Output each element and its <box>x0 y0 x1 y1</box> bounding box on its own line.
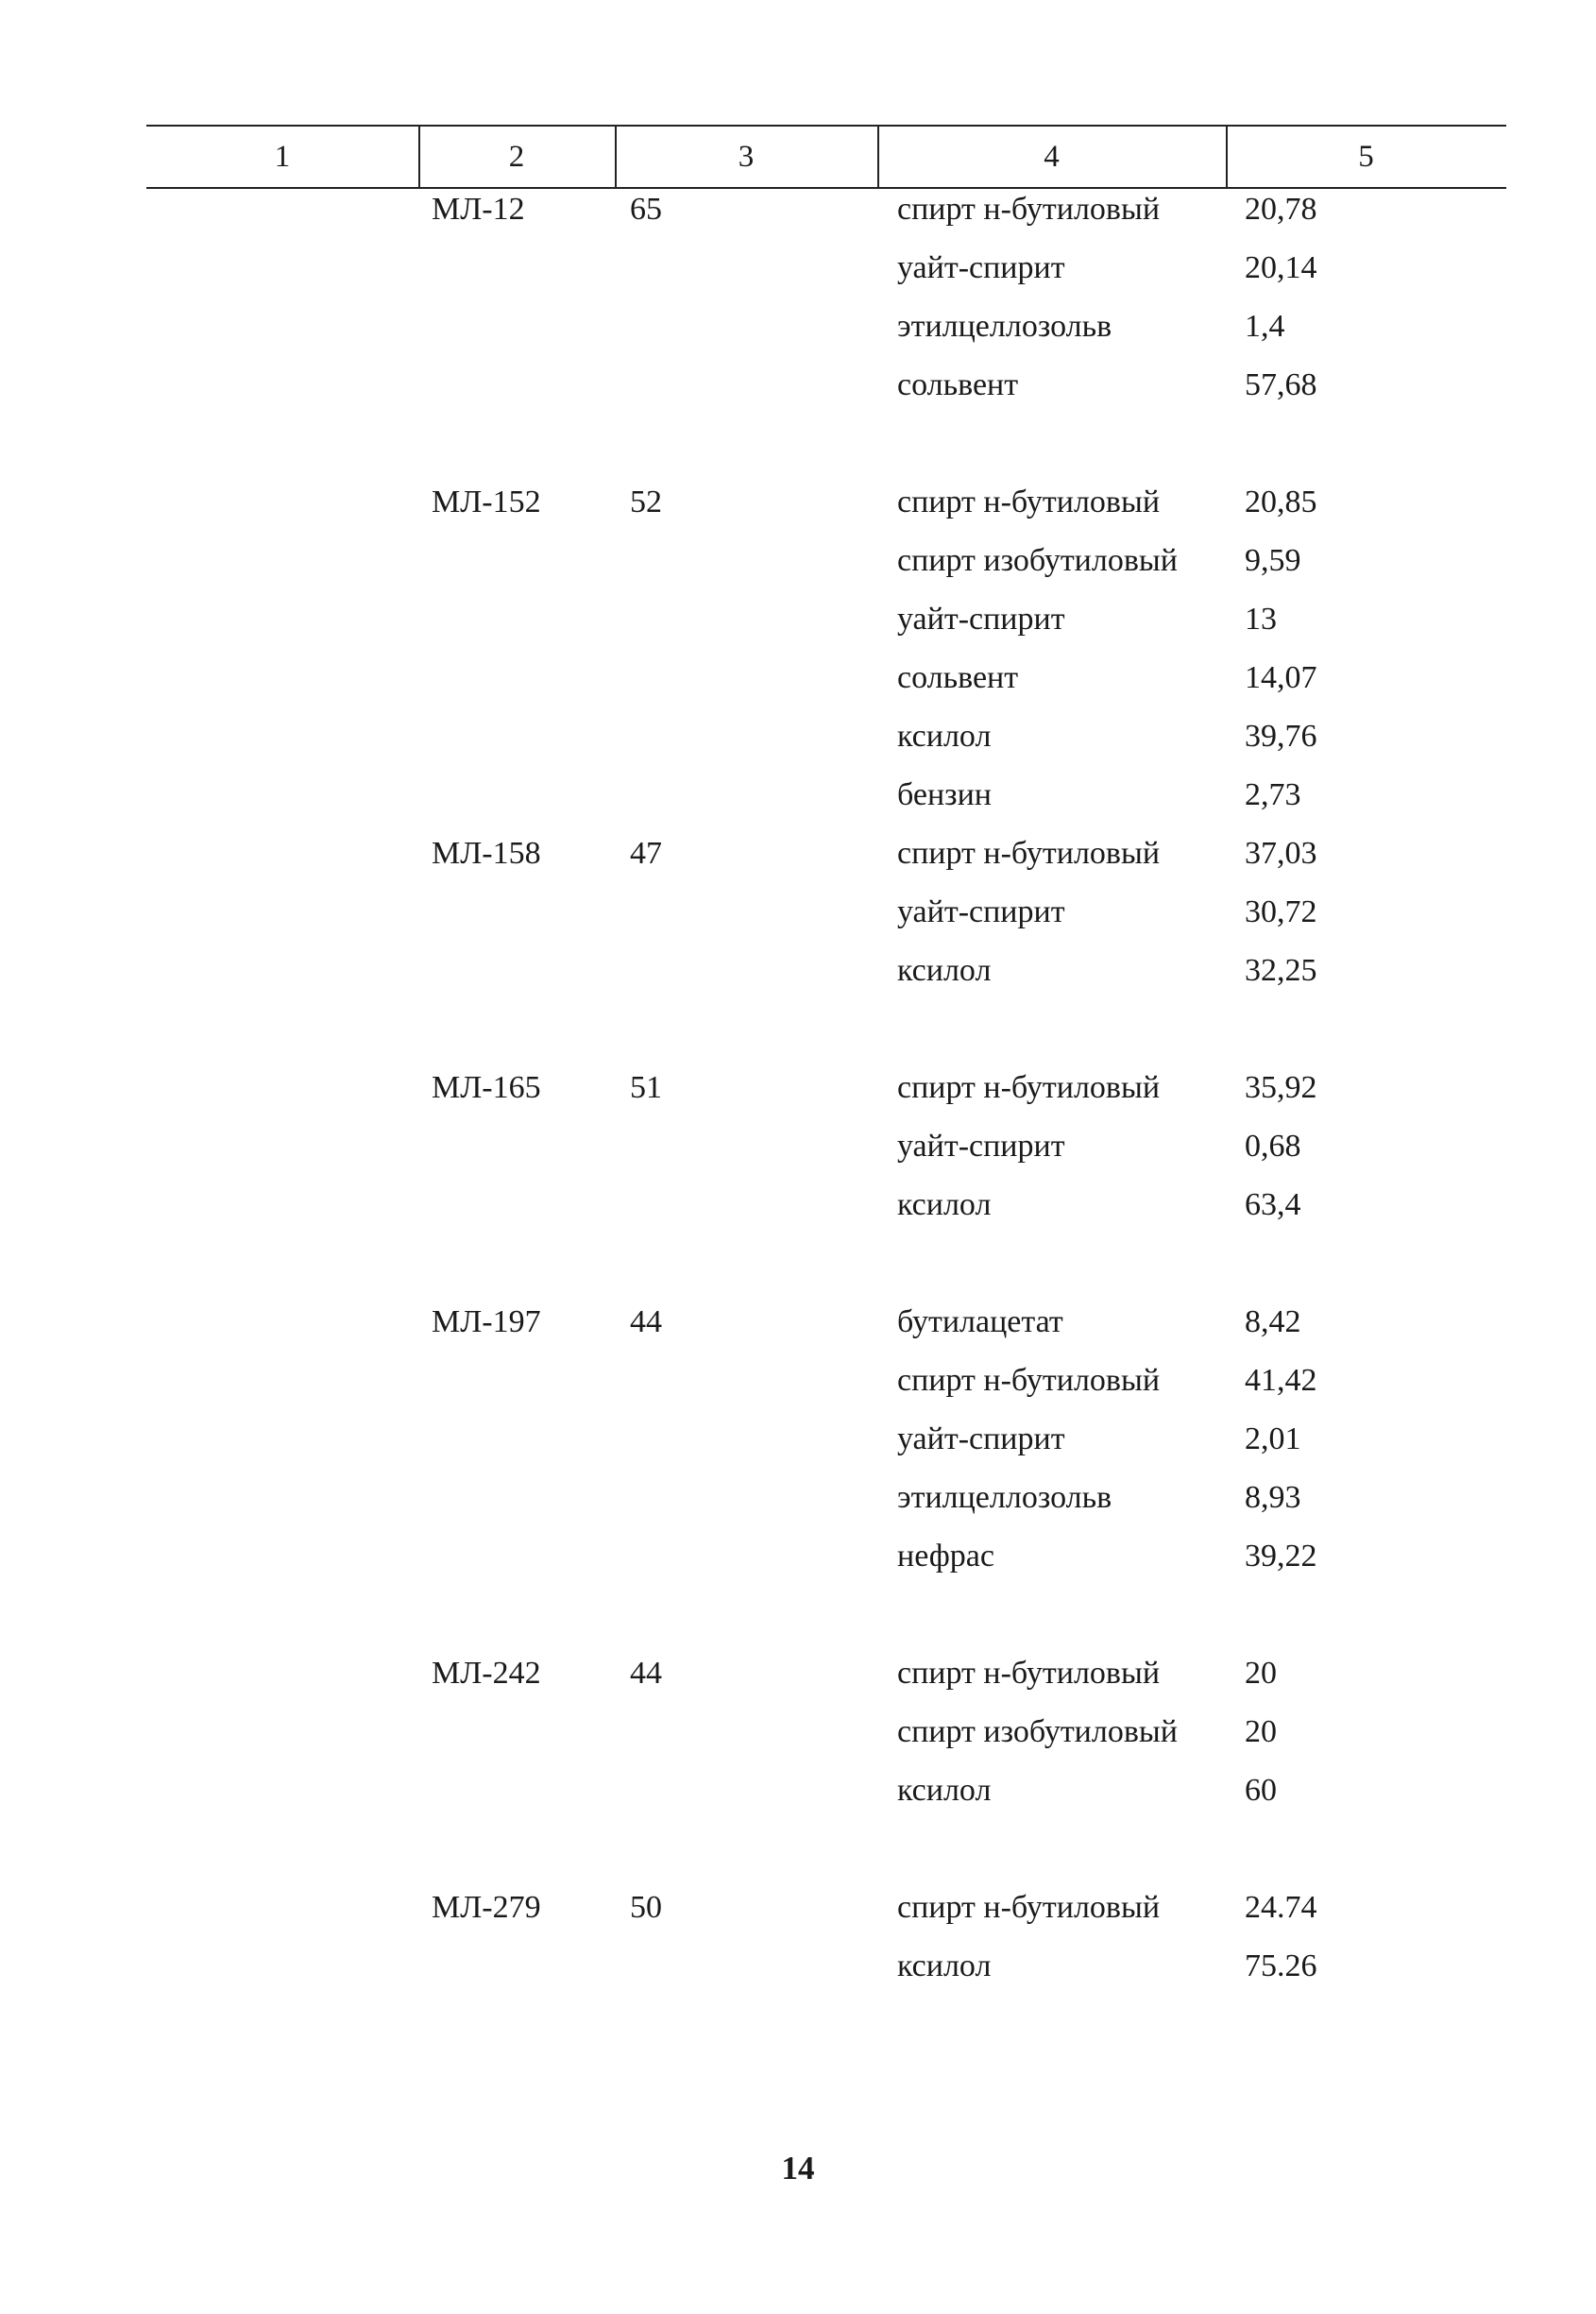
solvent-cell: спирт н-бутиловый <box>897 1363 1161 1398</box>
table-row <box>0 1879 1596 1937</box>
table-row <box>0 1293 1596 1352</box>
solvent-cell: этилцеллозольв <box>897 1480 1112 1515</box>
value-cell: 51 <box>630 1070 662 1105</box>
solvent-cell: бутилацетат <box>897 1304 1063 1339</box>
table-row <box>0 1644 1596 1703</box>
percent-cell: 20,85 <box>1245 485 1317 519</box>
percent-cell: 1,4 <box>1245 309 1285 344</box>
table-row <box>0 707 1596 766</box>
value-cell: 65 <box>630 192 662 227</box>
value-cell: 44 <box>630 1656 662 1691</box>
brand-cell: МЛ-242 <box>432 1656 541 1691</box>
percent-cell: 13 <box>1245 602 1277 637</box>
percent-cell: 39,76 <box>1245 719 1317 754</box>
percent-cell: 20,78 <box>1245 192 1317 227</box>
percent-cell: 39,22 <box>1245 1539 1317 1574</box>
percent-cell: 41,42 <box>1245 1363 1317 1398</box>
solvent-cell: ксилол <box>897 719 992 754</box>
solvent-cell: уайт-спирит <box>897 1129 1065 1164</box>
percent-cell: 20 <box>1245 1714 1277 1749</box>
solvent-cell: уайт-спирит <box>897 1421 1065 1456</box>
percent-cell: 35,92 <box>1245 1070 1317 1105</box>
solvent-cell: спирт изобутиловый <box>897 543 1178 578</box>
percent-cell: 30,72 <box>1245 894 1317 929</box>
brand-cell: МЛ-279 <box>432 1890 541 1925</box>
table-row <box>0 1059 1596 1117</box>
table-row <box>0 1703 1596 1761</box>
table-row <box>0 239 1596 298</box>
table-header <box>146 125 1506 189</box>
table-row <box>0 942 1596 1000</box>
solvent-cell: спирт н-бутиловый <box>897 1656 1161 1691</box>
percent-cell: 24.74 <box>1245 1890 1317 1925</box>
table-row <box>0 825 1596 883</box>
value-cell: 44 <box>630 1304 662 1339</box>
brand-cell: МЛ-197 <box>432 1304 541 1339</box>
header-cell-3: 3 <box>738 139 755 174</box>
solvent-cell: бензин <box>897 777 992 812</box>
percent-cell: 75.26 <box>1245 1948 1317 1983</box>
percent-cell: 8,42 <box>1245 1304 1301 1339</box>
solvent-cell: нефрас <box>897 1539 994 1574</box>
table-row <box>0 1176 1596 1234</box>
table-row <box>0 473 1596 532</box>
solvent-cell: уайт-спирит <box>897 602 1065 637</box>
header-cell-2: 2 <box>508 139 525 174</box>
percent-cell: 57,68 <box>1245 367 1317 402</box>
solvent-cell: спирт н-бутиловый <box>897 1890 1161 1925</box>
solvent-cell: спирт н-бутиловый <box>897 192 1161 227</box>
percent-cell: 9,59 <box>1245 543 1301 578</box>
header-cell-4: 4 <box>1044 139 1060 174</box>
percent-cell: 14,07 <box>1245 660 1317 695</box>
solvent-cell: уайт-спирит <box>897 250 1065 285</box>
solvent-cell: этилцеллозольв <box>897 309 1112 344</box>
percent-cell: 2,73 <box>1245 777 1301 812</box>
solvent-cell: сольвент <box>897 660 1019 695</box>
solvent-cell: спирт изобутиловый <box>897 1714 1178 1749</box>
solvent-cell: спирт н-бутиловый <box>897 485 1161 519</box>
percent-cell: 60 <box>1245 1773 1277 1808</box>
table-row <box>0 298 1596 356</box>
solvent-cell: ксилол <box>897 1773 992 1808</box>
table-row <box>0 1352 1596 1410</box>
table-row <box>0 649 1596 707</box>
table-row <box>0 180 1596 239</box>
table-row <box>0 1761 1596 1820</box>
page-number: 14 <box>781 2150 815 2186</box>
solvent-cell: ксилол <box>897 953 992 988</box>
brand-cell: МЛ-158 <box>432 836 541 871</box>
percent-cell: 8,93 <box>1245 1480 1301 1515</box>
solvent-cell: ксилол <box>897 1187 992 1222</box>
table-row <box>0 766 1596 825</box>
solvent-cell: спирт н-бутиловый <box>897 836 1161 871</box>
table-row <box>0 356 1596 415</box>
header-cell-5: 5 <box>1358 139 1374 174</box>
solvent-cell: уайт-спирит <box>897 894 1065 929</box>
table-row <box>0 1527 1596 1586</box>
percent-cell: 20 <box>1245 1656 1277 1691</box>
brand-cell: МЛ-12 <box>432 192 525 227</box>
percent-cell: 37,03 <box>1245 836 1317 871</box>
percent-cell: 2,01 <box>1245 1421 1301 1456</box>
percent-cell: 63,4 <box>1245 1187 1301 1222</box>
solvent-cell: сольвент <box>897 367 1019 402</box>
table-row <box>0 1937 1596 1996</box>
table-row <box>0 1469 1596 1527</box>
brand-cell: МЛ-165 <box>432 1070 541 1105</box>
brand-cell: МЛ-152 <box>432 485 541 519</box>
value-cell: 52 <box>630 485 662 519</box>
percent-cell: 20,14 <box>1245 250 1317 285</box>
header-cell-1: 1 <box>274 139 291 174</box>
table-row <box>0 532 1596 590</box>
value-cell: 50 <box>630 1890 662 1925</box>
percent-cell: 32,25 <box>1245 953 1317 988</box>
table-row <box>0 590 1596 649</box>
solvent-cell: спирт н-бутиловый <box>897 1070 1161 1105</box>
value-cell: 47 <box>630 836 662 871</box>
table-row <box>0 1410 1596 1469</box>
table-row <box>0 883 1596 942</box>
percent-cell: 0,68 <box>1245 1129 1301 1164</box>
table-row <box>0 1117 1596 1176</box>
solvent-cell: ксилол <box>897 1948 992 1983</box>
